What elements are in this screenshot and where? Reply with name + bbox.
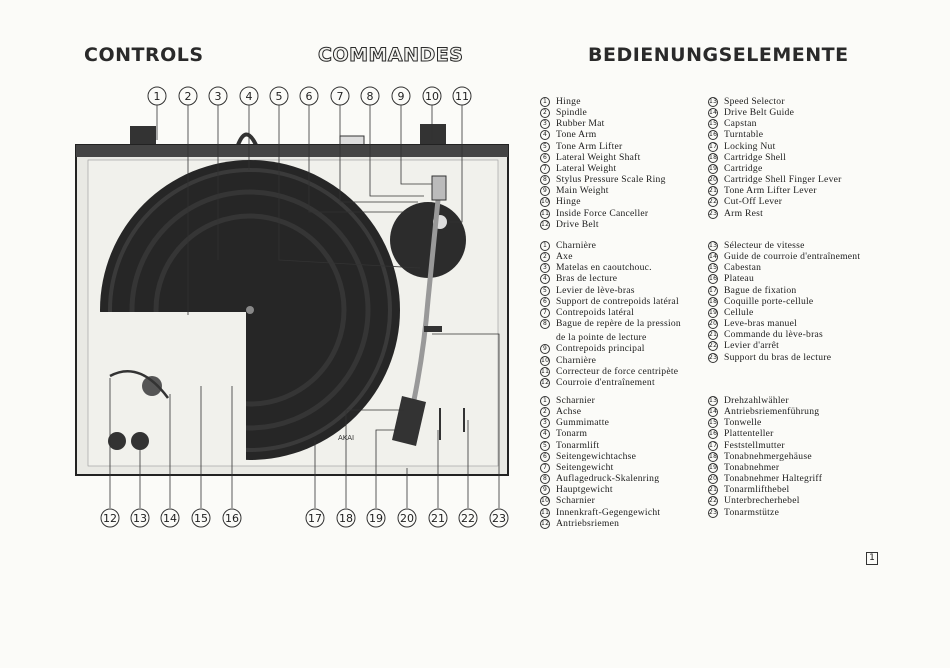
legend-label: Tonabnehmergehäuse — [724, 450, 812, 462]
legend-label: Locking Nut — [724, 140, 776, 152]
legend-label: Capstan — [724, 118, 757, 130]
legend-label: Guide de courroie d'entraînement — [724, 251, 861, 263]
legend-label: Cellule — [724, 306, 754, 318]
legend-label: Levier d'arrêt — [724, 340, 780, 352]
legend-item — [708, 406, 822, 417]
legend-label: Tonwelle — [724, 417, 762, 429]
legend-number: 13 — [709, 397, 718, 404]
legend-label: Antriebsriemen — [556, 517, 620, 529]
legend-label: Achse — [556, 406, 582, 418]
callout-number: 2 — [184, 90, 192, 103]
legend-item — [540, 296, 681, 307]
legend-label: Lateral Weight — [556, 162, 617, 174]
plinth-top-edge — [76, 145, 508, 157]
legend-item — [708, 251, 860, 262]
legend-label: Support de contrepoids latéral — [556, 295, 679, 307]
legend-label: Leve-bras manuel — [724, 318, 797, 330]
legend-item — [708, 329, 860, 340]
legend-number: 2 — [540, 252, 550, 262]
legend-item — [708, 451, 822, 462]
legend-number: 20 — [709, 320, 718, 328]
legend-number: 17 — [709, 441, 718, 449]
legend-item — [540, 417, 660, 428]
legend-item — [708, 484, 822, 495]
legend-french-left — [540, 240, 681, 388]
legend-label: Cartridge Shell — [724, 151, 787, 163]
callout-number: 10 — [425, 90, 439, 103]
legend-number: 14 — [709, 109, 718, 117]
legend-label: Drive Belt — [556, 218, 599, 230]
legend-number: 19 — [709, 164, 718, 172]
legend-label: Tone Arm — [556, 129, 597, 141]
legend-label: Gummimatte — [556, 417, 610, 429]
legend-label: Tonarmlifthebel — [724, 484, 790, 496]
legend-item — [540, 406, 660, 417]
callout-number: 1 — [153, 90, 161, 103]
legend-number: 17 — [709, 286, 718, 294]
legend-item — [708, 473, 822, 484]
legend-number: 20 — [709, 176, 718, 184]
legend-number: 22 — [709, 198, 718, 206]
lateral-weight — [424, 326, 442, 332]
legend-label: Spindle — [556, 107, 588, 119]
legend-number: 1 — [540, 97, 550, 107]
legend-label: Auflagedruck-Skalenring — [556, 473, 660, 485]
legend-number: 2 — [540, 108, 550, 118]
legend-label: Seitengewicht — [556, 461, 614, 473]
callouts-bottom — [101, 509, 508, 527]
legend-number: 18 — [709, 297, 718, 305]
legend-number: 6 — [540, 452, 550, 462]
callout-number: 12 — [103, 512, 117, 525]
legend-label: Bague de repère de la pression — [556, 318, 681, 330]
legend-label: Scharnier — [556, 395, 596, 406]
legend-number: 7 — [540, 308, 550, 318]
callouts-top — [148, 87, 471, 105]
legend-label: Seitengewichtachse — [556, 450, 637, 462]
legend-item — [708, 273, 860, 284]
legend-item — [708, 129, 842, 140]
legend-label: Turntable — [724, 129, 764, 141]
legend-item — [708, 163, 842, 174]
legend-item — [540, 307, 681, 318]
legend-label: Speed Selector — [724, 96, 785, 107]
legend-number: 9 — [540, 485, 550, 495]
legend-label: Bras de lecture — [556, 273, 618, 285]
legend-label: Plateau — [724, 273, 754, 285]
callout-number: 17 — [308, 512, 322, 525]
legend-label: Tonarm — [556, 428, 588, 440]
title-english: CONTROLS — [84, 44, 204, 66]
legend-label: Hauptgewicht — [556, 484, 613, 496]
callout-number: 11 — [455, 90, 469, 103]
legend-german-right — [708, 395, 822, 518]
page-number: 1 — [866, 552, 878, 565]
legend-label: de la pointe de lecture — [556, 332, 647, 344]
legend-item — [540, 343, 681, 354]
legend-label: Rubber Mat — [556, 118, 605, 130]
legend-item — [708, 395, 822, 406]
legend-item — [540, 329, 681, 343]
legend-item — [540, 251, 681, 262]
legend-label: Tone Arm Lifter — [556, 140, 623, 152]
legend-number: 12 — [541, 378, 550, 386]
legend-item — [540, 152, 666, 163]
callout-number: 22 — [461, 512, 475, 525]
legend-label: Arm Rest — [724, 207, 764, 219]
legend-number: 17 — [709, 142, 718, 150]
legend-number: 22 — [709, 342, 718, 350]
legend-label: Tonarmlift — [556, 439, 600, 451]
legend-label: Plattenteller — [724, 428, 774, 440]
legend-item — [708, 208, 842, 219]
legend-number: 15 — [709, 120, 718, 128]
legend-number: 8 — [540, 319, 550, 329]
legend-item — [540, 174, 666, 185]
legend-number: 11 — [541, 209, 550, 217]
legend-item — [540, 451, 660, 462]
legend-number: 22 — [709, 497, 718, 505]
legend-number: 15 — [709, 419, 718, 427]
legend-number: 3 — [540, 119, 550, 129]
legend-number: 5 — [540, 142, 550, 152]
legend-item — [708, 296, 860, 307]
legend-label: Correcteur de force centripète — [556, 365, 679, 377]
callout-number: 14 — [163, 512, 177, 525]
legend-number: 11 — [541, 508, 550, 516]
legend-label: Drehzahlwähler — [724, 395, 789, 406]
legend-item — [708, 152, 842, 163]
legend-item — [540, 507, 660, 518]
legend-item — [540, 196, 666, 207]
legend-item — [540, 96, 666, 107]
legend-label: Bague de fixation — [724, 284, 797, 296]
title-german: BEDIENUNGSELEMENTE — [588, 44, 849, 66]
legend-number: 10 — [541, 198, 550, 206]
callout-number: 18 — [339, 512, 353, 525]
legend-item — [708, 141, 842, 152]
legend-item — [540, 495, 660, 506]
legend-label: Stylus Pressure Scale Ring — [556, 174, 666, 186]
legend-item — [708, 318, 860, 329]
spindle — [246, 306, 254, 314]
legend-item — [708, 352, 860, 363]
legend-item — [540, 318, 681, 329]
legend-german-left — [540, 395, 660, 529]
callout-number: 23 — [492, 512, 506, 525]
legend-number: 16 — [709, 275, 718, 283]
legend-item — [708, 417, 822, 428]
legend-number: 2 — [540, 407, 550, 417]
legend-item — [708, 428, 822, 439]
legend-item — [540, 219, 666, 230]
legend-number: 11 — [541, 367, 550, 375]
callout-number: 5 — [275, 90, 283, 103]
legend-item — [540, 395, 660, 406]
legend-label: Drive Belt Guide — [724, 107, 795, 119]
legend-number: 12 — [541, 220, 550, 228]
legend-item — [708, 96, 842, 107]
legend-number: 23 — [709, 209, 718, 217]
legend-number: 14 — [709, 253, 718, 261]
legend-item — [708, 185, 842, 196]
legend-item — [540, 118, 666, 129]
legend-item — [708, 462, 822, 473]
legend-item — [540, 163, 666, 174]
legend-label: Cartridge Shell Finger Lever — [724, 174, 842, 186]
legend-number: 12 — [541, 519, 550, 527]
legend-label: Contrepoids latéral — [556, 306, 635, 318]
legend-item — [708, 174, 842, 185]
legend-label: Tonabnehmer — [724, 461, 780, 473]
callout-number: 7 — [336, 90, 344, 103]
callout-number: 15 — [194, 512, 208, 525]
legend-item — [540, 141, 666, 152]
legend-number: 4 — [540, 274, 550, 284]
legend-label: Sélecteur de vitesse — [724, 240, 805, 251]
callout-number: 20 — [400, 512, 414, 525]
legend-label: Levier de lève-bras — [556, 284, 635, 296]
legend-label: Lateral Weight Shaft — [556, 151, 641, 163]
legend-item — [540, 185, 666, 196]
legend-item — [540, 484, 660, 495]
legend-number: 13 — [709, 242, 718, 249]
legend-number: 5 — [540, 441, 550, 451]
legend-number: 16 — [709, 430, 718, 438]
legend-number: 16 — [709, 131, 718, 139]
callout-number: 13 — [133, 512, 147, 525]
legend-label: Cut-Off Lever — [724, 196, 783, 208]
legend-item — [540, 285, 681, 296]
legend-number: 3 — [540, 418, 550, 428]
title-french: COMMANDES — [318, 44, 464, 66]
callout-number: 19 — [369, 512, 383, 525]
tone-arm-rest-top — [238, 135, 256, 146]
legend-number: 14 — [709, 408, 718, 416]
legend-item — [708, 118, 842, 129]
legend-number: 21 — [709, 486, 718, 494]
legend-item — [708, 240, 860, 251]
legend-number: 1 — [540, 396, 550, 406]
callout-number: 6 — [305, 90, 313, 103]
legend-label: Tonabnehmer Haltegriff — [724, 473, 823, 485]
legend-label: Main Weight — [556, 185, 609, 197]
legend-item — [708, 107, 842, 118]
legend-item — [540, 355, 681, 366]
legend-number: 21 — [709, 331, 718, 339]
callout-number: 21 — [431, 512, 445, 525]
legend-label: Coquille porte-cellule — [724, 295, 814, 307]
callout-number: 9 — [397, 90, 405, 103]
legend-number: 3 — [540, 263, 550, 273]
speed-selector-knob-1 — [108, 432, 126, 450]
legend-number: 15 — [709, 264, 718, 272]
legend-item — [540, 273, 681, 284]
legend-item — [540, 262, 681, 273]
legend-item — [540, 518, 660, 529]
legend-item — [540, 377, 681, 388]
legend-label: Feststellmutter — [724, 439, 785, 451]
legend-number: 10 — [541, 356, 550, 364]
legend-label: Courroie d'entraînement — [556, 376, 655, 388]
legend-item — [540, 428, 660, 439]
legend-number: 23 — [709, 353, 718, 361]
legend-number: 20 — [709, 475, 718, 483]
legend-number: 18 — [709, 452, 718, 460]
legend-number: 21 — [709, 187, 718, 195]
legend-number: 6 — [540, 297, 550, 307]
legend-number: 7 — [540, 463, 550, 473]
legend-label: Axe — [556, 251, 573, 263]
counterweight — [432, 176, 446, 200]
legend-number: 18 — [709, 153, 718, 161]
legend-number: 4 — [540, 429, 550, 439]
legend-label: Matelas en caoutchouc. — [556, 262, 652, 274]
legend-item — [708, 307, 860, 318]
legend-item — [708, 262, 860, 273]
legend-label: Hinge — [556, 96, 581, 107]
legend-number: 19 — [709, 308, 718, 316]
legend-label: Scharnier — [556, 495, 596, 507]
legend-number: 7 — [540, 164, 550, 174]
legend-label: Antriebsriemenführung — [724, 406, 820, 418]
legend-number: 8 — [540, 175, 550, 185]
legend-number: 19 — [709, 463, 718, 471]
legend-english-right — [708, 96, 842, 219]
speed-selector-knob-2 — [131, 432, 149, 450]
legend-item — [540, 473, 660, 484]
brand-label: AKAI — [338, 434, 355, 442]
legend-label: Hinge — [556, 196, 581, 208]
legend-item — [708, 285, 860, 296]
callout-number: 16 — [225, 512, 239, 525]
legend-english-left — [540, 96, 666, 230]
legend-label: Contrepoids principal — [556, 343, 645, 355]
legend-item — [708, 440, 822, 451]
legend-number: 13 — [709, 98, 718, 105]
legend-number: 6 — [540, 153, 550, 163]
legend-label: Unterbrecherhebel — [724, 495, 800, 507]
callout-number: 3 — [214, 90, 222, 103]
legend-item — [708, 340, 860, 351]
legend-item — [708, 196, 842, 207]
legend-label: Innenkraft-Gegengewicht — [556, 506, 661, 518]
legend-item — [540, 240, 681, 251]
legend-item — [540, 366, 681, 377]
legend-item — [540, 107, 666, 118]
legend-item — [540, 440, 660, 451]
legend-number: 1 — [540, 241, 550, 251]
callout-number: 4 — [245, 90, 253, 103]
legend-number: 4 — [540, 130, 550, 140]
legend-french-right — [708, 240, 860, 363]
legend-number: 9 — [540, 186, 550, 196]
legend-label: Commande du lève-bras — [724, 329, 824, 341]
turntable-diagram — [0, 0, 520, 560]
legend-label: Tonarmstütze — [724, 506, 780, 518]
legend-number: 10 — [541, 497, 550, 505]
legend-number: 9 — [540, 344, 550, 354]
legend-item — [540, 462, 660, 473]
legend-item — [540, 129, 666, 140]
callout-number: 8 — [366, 90, 374, 103]
legend-label: Cabestan — [724, 262, 762, 274]
legend-label: Inside Force Canceller — [556, 207, 649, 219]
legend-number: 8 — [540, 474, 550, 484]
legend-number: 23 — [709, 508, 718, 516]
legend-label: Charnière — [556, 240, 597, 251]
legend-label: Cartridge — [724, 162, 763, 174]
legend-item — [540, 208, 666, 219]
legend-item — [708, 495, 822, 506]
legend-label: Tone Arm Lifter Lever — [724, 185, 817, 197]
legend-label: Charnière — [556, 354, 597, 366]
legend-label: Support du bras de lecture — [724, 351, 832, 363]
legend-item — [708, 507, 822, 518]
legend-number: 5 — [540, 286, 550, 296]
